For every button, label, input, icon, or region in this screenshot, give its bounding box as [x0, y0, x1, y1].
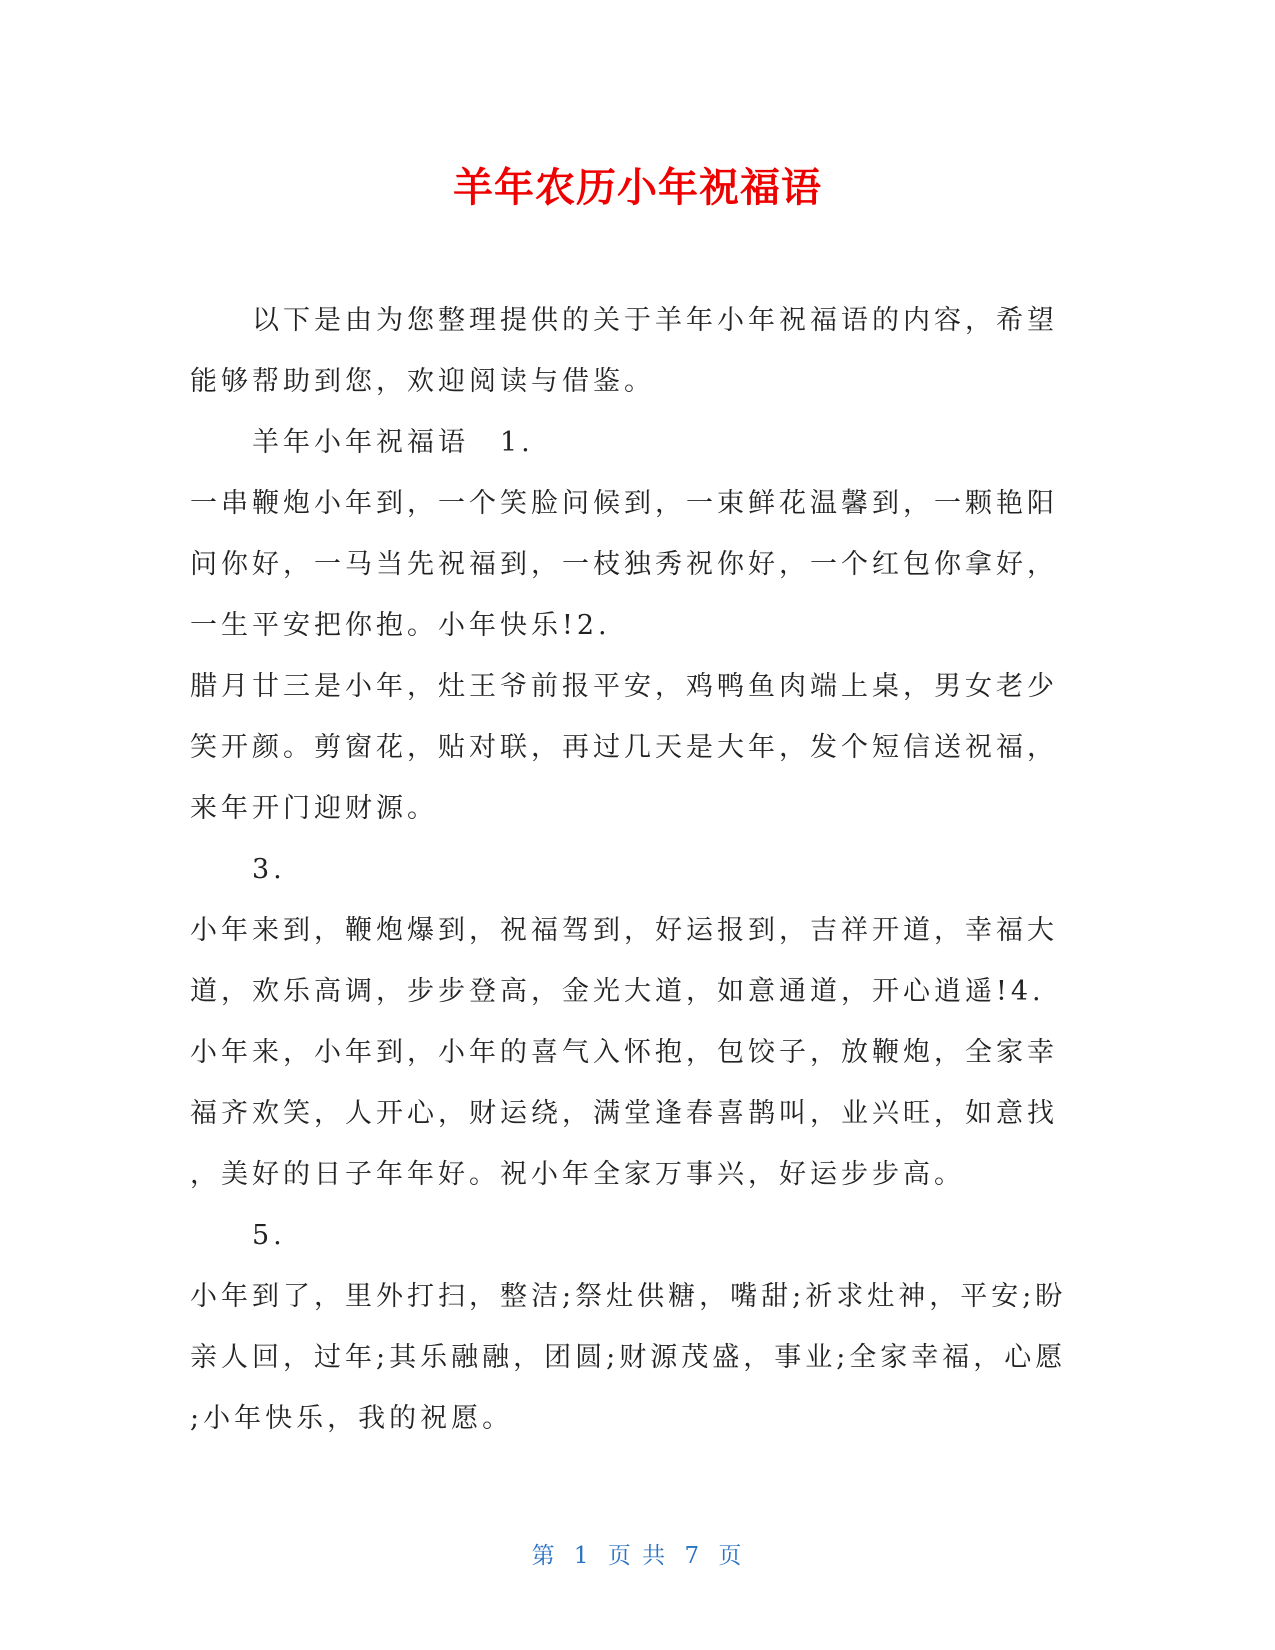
paragraph-line: 以下是由为您整理提供的关于羊年小年祝福语的内容，希望	[252, 305, 1058, 336]
paragraph-line: 一串鞭炮小年到，一个笑脸问候到，一束鲜花温馨到，一颗艳阳	[190, 488, 1058, 519]
paragraph-line: 小年来，小年到，小年的喜气入怀抱，包饺子，放鞭炮，全家幸	[190, 1037, 1058, 1068]
item-number: 5.	[252, 1220, 286, 1251]
paragraph-line: 道，欢乐高调，步步登高，金光大道，如意通道，开心逍遥!4.	[190, 976, 1045, 1007]
footer-prefix: 第	[531, 1543, 557, 1569]
paragraph-line: 一生平安把你抱。小年快乐!2.	[190, 610, 611, 641]
paragraph-line: 小年到了，里外打扫，整洁;祭灶供糖，嘴甜;祈求灶神，平安;盼	[190, 1281, 1067, 1312]
document-title: 羊年农历小年祝福语	[453, 165, 822, 211]
paragraph-line: 来年开门迎财源。	[190, 793, 438, 824]
paragraph-line: 小年来到，鞭炮爆到，祝福驾到，好运报到，吉祥开道，幸福大	[190, 915, 1058, 946]
paragraph-line: 亲人回，过年;其乐融融，团圆;财源茂盛，事业;全家幸福，心愿	[190, 1342, 1067, 1373]
section-heading: 羊年小年祝福语 1.	[252, 427, 534, 458]
footer-suffix: 页	[718, 1543, 744, 1569]
paragraph-line: 笑开颜。剪窗花，贴对联，再过几天是大年，发个短信送祝福，	[190, 732, 1058, 763]
paragraph-line: 腊月廿三是小年，灶王爷前报平安，鸡鸭鱼肉端上桌，男女老少	[190, 671, 1058, 702]
paragraph-line: 福齐欢笑，人开心，财运绕，满堂逢春喜鹊叫，业兴旺，如意找	[190, 1098, 1058, 1129]
footer-middle: 页 共	[607, 1543, 668, 1569]
current-page-number: 1	[573, 1543, 591, 1569]
paragraph-line: ;小年快乐，我的祝愿。	[190, 1403, 514, 1434]
document-body	[190, 290, 1090, 1449]
page-footer	[0, 1540, 1275, 1572]
paragraph-line: ，美好的日子年年好。祝小年全家万事兴，好运步步高。	[190, 1159, 965, 1190]
item-number: 3.	[252, 854, 286, 885]
paragraph-line: 能够帮助到您，欢迎阅读与借鉴。	[190, 366, 655, 397]
total-pages-number: 7	[684, 1543, 702, 1569]
paragraph-line: 问你好，一马当先祝福到，一枝独秀祝你好，一个红包你拿好，	[190, 549, 1058, 580]
